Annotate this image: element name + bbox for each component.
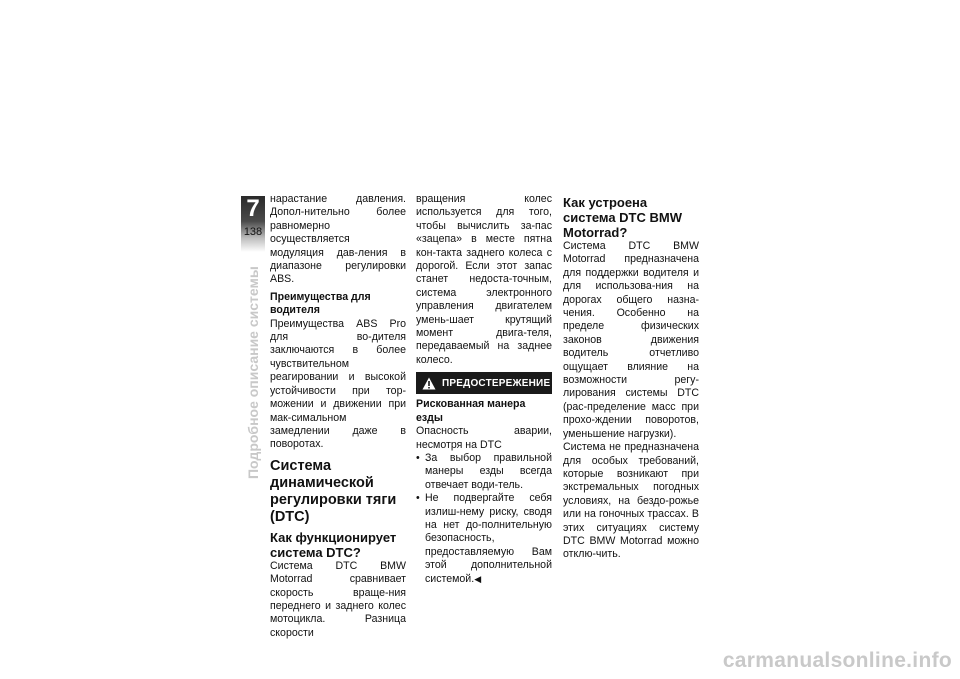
list-item-text: Не подвергайте себя излиш-нему риску, сводя на нет до-полнительную безопасность, предоставляемую Вам этой дополнительной системой.: [425, 492, 552, 585]
end-of-section-icon: ◀: [474, 573, 482, 584]
bullet-list: [416, 452, 552, 586]
paragraph: нарастание давления. Допол-нительно более равномерно осуществляется модуляция дав-ления в диапазоне регулировки ABS.: [270, 193, 406, 286]
paragraph: Система DTC BMW Motorrad предназначена для поддержки водителя и для использова-ния на дорогах общего назна-чения. Особенно на пределе физических законов движения водитель отчетливо ощущает влияние на возможности регу-лирования системы DTC (рас-пределение масс при прохо-ждении поворотов, уменьшение нагрузки).: [563, 240, 699, 440]
page-number: 138: [243, 226, 263, 238]
text-column-1: [270, 193, 406, 640]
paragraph: Система DTC BMW Motorrad сравнивает скорость враще-ния переднего и заднего колес мотоцикла. Разница скорости: [270, 559, 406, 639]
list-item: [416, 492, 552, 586]
text-column-3: [563, 193, 699, 562]
paragraph: вращения колес используется для того, чтобы вычислить за-пас «зацепа» в месте пятна кон-такта заднего колеса с дорогой. Если этот запас станет недоста-точным, система электронного управления двигателем умень-шает крутящий момент двига-теля, передаваемый на заднее колесо.: [416, 193, 552, 366]
paragraph: Опасность аварии, несмотря на DTC: [416, 425, 552, 451]
heading-how-dtc-works: Как функционирует система DTC?: [270, 529, 397, 560]
subheading-risky-riding: Рискованная манера езды: [416, 398, 526, 424]
list-item: • За выбор правильной манеры езды всегда отвечает води-тель.: [416, 452, 552, 492]
subheading-advantages: Преимущества для водителя: [270, 290, 371, 317]
paragraph: Система не предназначена для особых требований, которые возникают при экстремальных погодных условиях, на бездо-рожье или на гоночных трассах. В этих ситуациях систему DTC BMW Motorrad можно отклю-чить.: [563, 441, 699, 561]
heading-dtc-design: Как устроена система DTC BMW Motorrad?: [563, 195, 682, 240]
paragraph: Преимущества ABS Pro для во-дителя заключаются в более чувствительном реагировании и высокой устойчивости при тор-можении и движении при мак-симальном замедлении даже в поворотах.: [270, 317, 406, 451]
section-heading-dtc: Система динамической регулировки тяги (DTC): [270, 457, 397, 525]
chapter-number: 7: [246, 195, 260, 222]
chapter-title-vertical: Подробное описание системы: [245, 266, 261, 479]
warning-label: ПРЕДОСТЕРЕЖЕНИЕ: [442, 377, 551, 389]
warning-triangle-icon: [422, 377, 436, 390]
warning-banner: [416, 372, 552, 394]
watermark: carmanualsonline.info: [722, 649, 952, 672]
text-column-2: [416, 193, 552, 586]
